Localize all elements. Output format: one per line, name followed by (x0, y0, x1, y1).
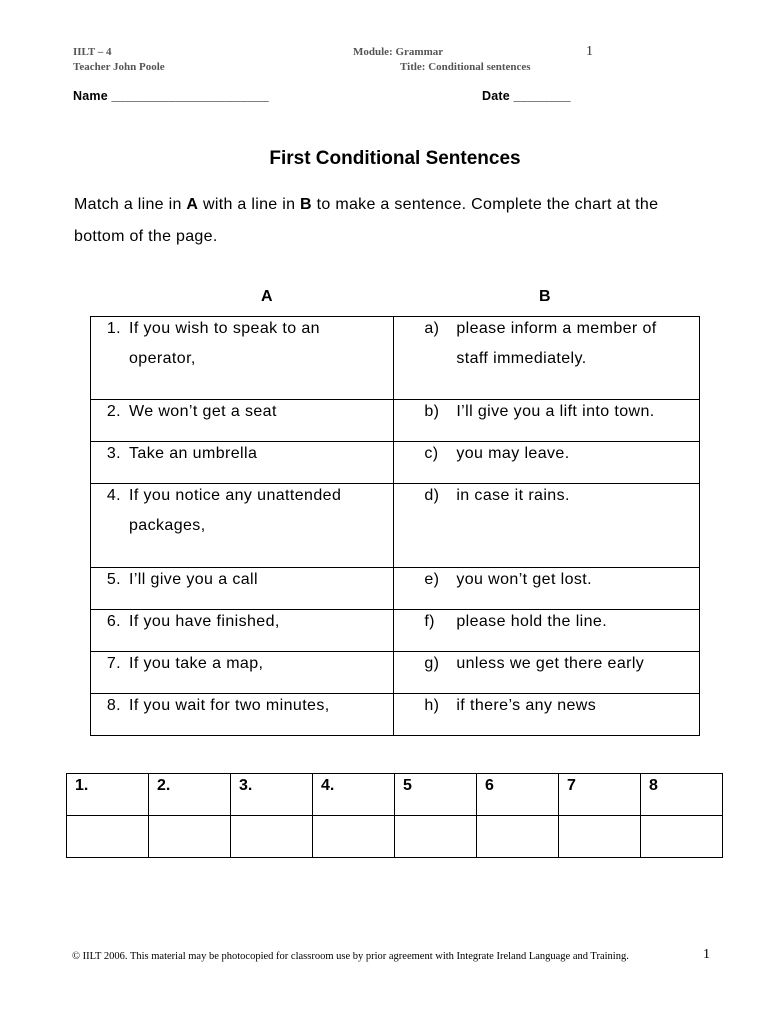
column-a-cell (91, 484, 394, 568)
course-label: IILT – 4 (73, 46, 112, 58)
page-number-bottom: 1 (703, 947, 710, 962)
name-field[interactable]: Name ______________________ (73, 89, 269, 103)
answer-input-cell-6[interactable] (477, 816, 559, 858)
item-letter: d) (424, 487, 440, 504)
column-b-cell (394, 652, 700, 694)
page-number-top: 1 (586, 44, 593, 59)
instruction-text-2: with a line in (198, 196, 301, 213)
item-letter: c) (424, 445, 439, 462)
column-a-cell (91, 568, 394, 610)
column-b-cell (394, 610, 700, 652)
item-text: If you wish to speak to an (129, 320, 320, 337)
column-a-cell (91, 610, 394, 652)
column-b-cell (394, 317, 700, 400)
teacher-label: Teacher John Poole (73, 61, 165, 73)
item-text: you may leave. (456, 445, 570, 462)
answer-chart-header-row (67, 774, 723, 816)
answer-label: 8 (649, 777, 658, 794)
column-a-cell (91, 652, 394, 694)
item-text: please hold the line. (456, 613, 608, 630)
instruction-bold-b: B (300, 196, 312, 213)
column-b-cell (394, 442, 700, 484)
answer-input-cell-7[interactable] (559, 816, 641, 858)
answer-label-cell (641, 774, 723, 816)
item-text: If you notice any unattended (129, 487, 342, 504)
item-text: please inform a member of (456, 320, 657, 337)
item-number: 4. (106, 487, 121, 504)
answer-input-cell-3[interactable] (231, 816, 313, 858)
table-row (91, 317, 700, 400)
answer-input-cell-1[interactable] (67, 816, 149, 858)
table-row (91, 694, 700, 736)
item-number: 8. (106, 697, 121, 714)
item-letter: g) (424, 655, 440, 672)
item-text-continued: operator, (129, 350, 196, 367)
table-row (91, 610, 700, 652)
answer-label-cell (395, 774, 477, 816)
item-number: 6. (106, 613, 121, 630)
answer-label: 3. (239, 777, 253, 794)
item-text: If you have finished, (129, 613, 280, 630)
answer-label-cell (231, 774, 313, 816)
column-a-cell (91, 442, 394, 484)
answer-label-cell (67, 774, 149, 816)
column-b-cell (394, 568, 700, 610)
instruction-line-1 (74, 196, 658, 214)
item-number: 2. (106, 403, 121, 420)
item-text: if there’s any news (456, 697, 597, 714)
matching-table (90, 316, 700, 736)
answer-chart (66, 773, 723, 858)
column-b-cell (394, 484, 700, 568)
item-letter: h) (424, 697, 440, 714)
item-text-continued: packages, (129, 517, 206, 534)
column-b-heading: B (539, 288, 551, 305)
item-text-continued: staff immediately. (456, 350, 587, 367)
item-letter: a) (424, 320, 440, 337)
item-text: We won’t get a seat (129, 403, 277, 420)
instruction-text-1: Match a line in (74, 196, 187, 213)
item-letter: e) (424, 571, 440, 588)
item-number: 5. (106, 571, 121, 588)
column-b-cell (394, 400, 700, 442)
answer-label: 2. (157, 777, 171, 794)
answer-label: 7 (567, 777, 576, 794)
module-label: Module: Grammar (353, 46, 444, 58)
table-row (91, 568, 700, 610)
answer-label: 6 (485, 777, 494, 794)
item-number: 7. (106, 655, 121, 672)
table-row (91, 400, 700, 442)
answer-input-cell-5[interactable] (395, 816, 477, 858)
answer-input-cell-4[interactable] (313, 816, 395, 858)
item-letter: b) (424, 403, 440, 420)
column-a-cell (91, 694, 394, 736)
item-text: Take an umbrella (129, 445, 258, 462)
table-row (91, 484, 700, 568)
answer-input-cell-8[interactable] (641, 816, 723, 858)
answer-label-cell (313, 774, 395, 816)
instruction-line-2: bottom of the page. (74, 228, 218, 245)
answer-label: 4. (321, 777, 335, 794)
item-number: 1. (106, 320, 121, 337)
item-text: I’ll give you a call (129, 571, 258, 588)
answer-label-cell (477, 774, 559, 816)
column-a-heading: A (261, 288, 273, 305)
worksheet-heading: First Conditional Sentences (269, 148, 521, 169)
item-text: If you take a map, (129, 655, 264, 672)
answer-label: 1. (75, 777, 89, 794)
answer-label: 5 (403, 777, 412, 794)
table-row (91, 652, 700, 694)
item-text: unless we get there early (456, 655, 645, 672)
copyright-footer: © IILT 2006. This material may be photocopied for classroom use by prior agreement with Integrate Ireland Language and Training. (72, 951, 629, 962)
instruction-bold-a: A (186, 196, 199, 213)
date-field[interactable]: Date ________ (482, 89, 571, 103)
answer-input-cell-2[interactable] (149, 816, 231, 858)
instruction-text-3: to make a sentence. Complete the chart at the (311, 196, 659, 213)
answer-label-cell (149, 774, 231, 816)
item-text: If you wait for two minutes, (129, 697, 330, 714)
item-text: in case it rains. (456, 487, 570, 504)
table-row (91, 442, 700, 484)
column-a-cell (91, 317, 394, 400)
answer-label-cell (559, 774, 641, 816)
item-text: you won’t get lost. (456, 571, 592, 588)
answer-chart-input-row (67, 816, 723, 858)
title-label: Title: Conditional sentences (400, 61, 531, 73)
item-number: 3. (106, 445, 121, 462)
column-b-cell (394, 694, 700, 736)
item-letter: f) (424, 613, 435, 630)
item-text: I’ll give you a lift into town. (456, 403, 655, 420)
column-a-cell (91, 400, 394, 442)
